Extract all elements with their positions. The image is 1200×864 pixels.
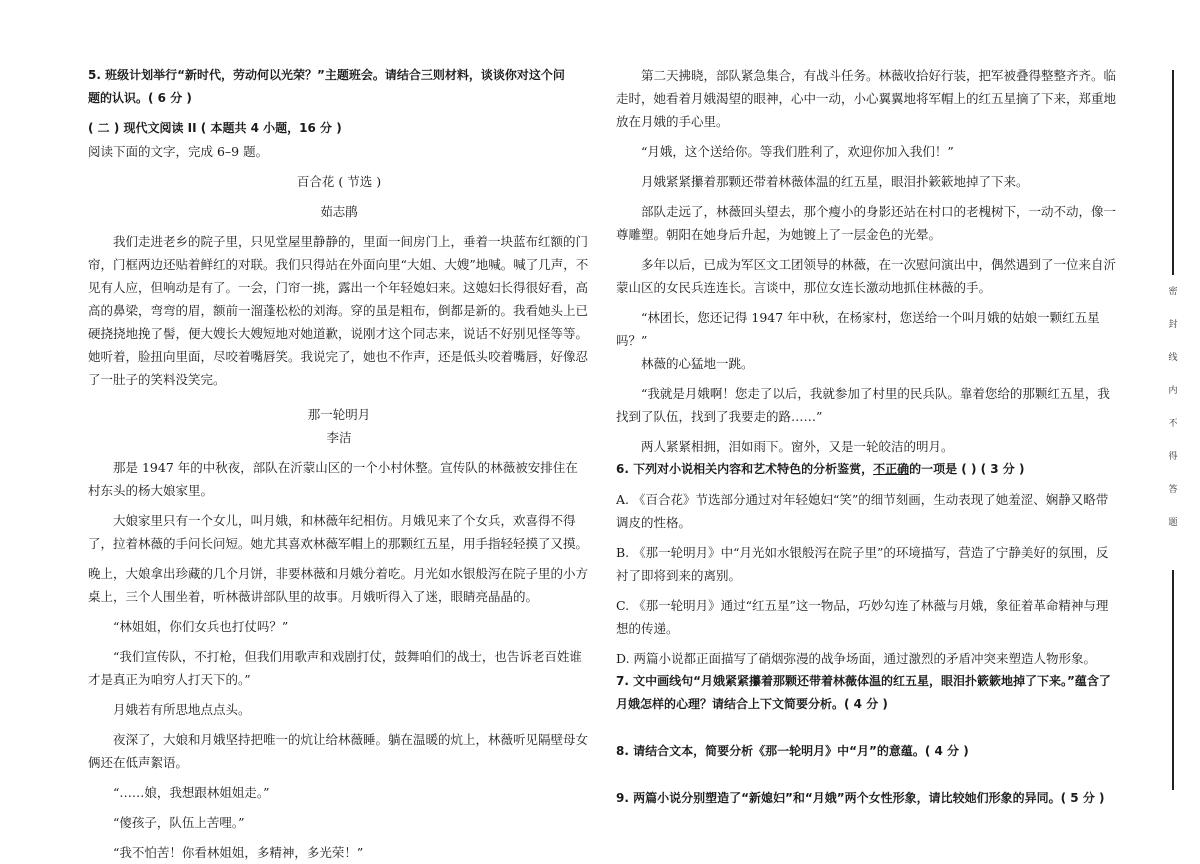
story1-paragraph: 我们走进老乡的院子里，只见堂屋里静静的，里面一间房门上，垂着一块蓝布红额的门帘，门框两边还贴着鲜红的对联。我们只得站在外面向里“大姐、大嫂”地喊。喊了几声，不见有人应，但响动是有了。一会，门帘一挑，露出一个年轻媳妇来。这媳妇长得很好看，高高的鼻梁，弯弯的眉，额前一溜蓬松松的刘海。穿的虽是粗布，倒都是新的。我看她头上已硬挠挠地挽了髻，便大嫂长大嫂短地对她道歉，说刚才这个同志来，说话不好别见怪等等。她听着，脸扭向里面，尽咬着嘴唇笑。我说完了，她也不作声，还是低头咬着嘴唇，好像忍了一肚子的笑料没笑完。	[88, 234, 589, 387]
option-b: B. 《那一轮明月》中“月光如水银般泻在院子里”的环境描写，营造了宁静美好的氛围，反衬了即将到来的离别。	[616, 545, 1109, 583]
story2-paragraph: 部队走远了，林薇回头望去，那个瘦小的身影还站在村口的老槐树下，一动不动，像一尊雕塑。朝阳在她身后升起，为她镀上了一层金色的光晕。	[616, 204, 1117, 242]
question-5-cont: 题的认识。( 6 分 )	[88, 91, 192, 105]
binding-char: 不	[1168, 419, 1178, 429]
binding-notice	[1166, 288, 1180, 552]
story2-dialog: “……娘，我想跟林姐姐走。”	[113, 785, 270, 800]
story2-dialog: “傻孩子，队伍上苦哩。”	[113, 815, 245, 830]
option-d: D. 两篇小说都正面描写了硝烟弥漫的战争场面，通过激烈的矛盾冲突来塑造人物形象。	[616, 651, 1097, 666]
story2-paragraph: 两人紧紧相拥，泪如雨下。窗外，又是一轮皎洁的明月。	[641, 439, 954, 454]
question-5: 5. 班级计划举行“新时代，劳动何以光荣？”主题班会。请结合三则材料，谈谈你对这个问	[88, 68, 565, 82]
question-6-emphasis: 不正确	[873, 462, 910, 476]
story2-dialog: “月娥，这个送给你。等我们胜利了，欢迎你加入我们！”	[641, 144, 954, 159]
story2-paragraph: 大娘家里只有一个女儿，叫月娥，和林薇年纪相仿。月娥见来了个女兵，欢喜得不得了，拉着林薇的手问长问短。她尤其喜欢林薇军帽上的那颗红五星，用手指轻轻摸了又摸。	[88, 513, 589, 551]
story2-dialog: “我不怕苦！你看林姐姐，多精神，多光荣！”	[113, 845, 364, 860]
story2-dialog: “我们宣传队，不打枪，但我们用歌声和戏剧打仗，鼓舞咱们的战士，也告诉老百姓谁才是真正为咱穷人打天下的。”	[88, 649, 582, 687]
binding-char: 线	[1168, 353, 1178, 363]
question-6-prefix: 6. 下列对小说相关内容和艺术特色的分析鉴赏，	[616, 462, 874, 476]
binding-char: 封	[1168, 320, 1178, 330]
question-8: 8. 请结合文本，简要分析《那一轮明月》中“月”的意蕴。( 4 分 )	[616, 744, 969, 758]
story2-paragraph: 第二天拂晓，部队紧急集合，有战斗任务。林薇收拾好行装，把军被叠得整整齐齐。临走时，她看着月娥渴望的眼神，心中一动，小心翼翼地将军帽上的红五星摘了下来，郑重地放在月娥的手心里。	[616, 68, 1117, 129]
story2-paragraph: 夜深了，大娘和月娥坚持把唯一的炕让给林薇睡。躺在温暖的炕上，林薇听见隔壁母女俩还在低声絮语。	[88, 732, 589, 770]
section-title: ( 二 ) 现代文阅读 II ( 本题共 4 小题，16 分 )	[88, 121, 342, 135]
story2-paragraph: 那是 1947 年的中秋夜，部队在沂蒙山区的一个小村休整。宣传队的林薇被安排住在村东头的杨大娘家里。	[88, 460, 578, 498]
binding-char: 密	[1168, 287, 1178, 297]
question-6	[616, 458, 1118, 481]
question-7: 7. 文中画线句“月娥紧紧攥着那颗还带着林薇体温的红五星，眼泪扑簌簌地掉了下来。”蕴含了月娥怎样的心理？请结合上下文简要分析。( 4 分 )	[616, 674, 1111, 711]
story2-author: 李洁	[326, 430, 352, 445]
binding-char: 题	[1168, 518, 1178, 528]
story2-paragraph: 多年以后，已成为军区文工团领导的林薇，在一次慰问演出中，偶然遇到了一位来自沂蒙山区的女民兵连连长。言谈中，那位女连长激动地抓住林薇的手。	[616, 257, 1117, 295]
question-6-suffix: 的一项是 ( ) ( 3 分 )	[909, 462, 1025, 476]
binding-rule-bottom	[1172, 570, 1174, 790]
question-9: 9. 两篇小说分别塑造了“新媳妇”和“月娥”两个女性形象，请比较她们形象的异同。( 5 分 )	[616, 791, 1105, 805]
story2-paragraph: 月娥若有所思地点点头。	[113, 702, 251, 717]
story1-author: 茹志鹃	[320, 204, 358, 219]
left-column	[88, 64, 590, 864]
reading-instruction: 阅读下面的文字，完成 6–9 题。	[88, 144, 269, 159]
story2-paragraph: 林薇的心猛地一跳。	[641, 356, 754, 371]
story2-dialog: “林姐姐，你们女兵也打仗吗？”	[113, 619, 289, 634]
story2-dialog: “我就是月娥啊！您走了以后，我就参加了村里的民兵队。靠着您给的那颗红五星，我找到了队伍，找到了我要走的路……”	[616, 386, 1110, 424]
story2-paragraph: 晚上，大娘拿出珍藏的几个月饼，非要林薇和月娥分着吃。月光如水银般泻在院子里的小方桌上，三个人围坐着，听林薇讲部队里的故事。月娥听得入了迷，眼睛亮晶晶的。	[88, 566, 589, 604]
binding-char: 得	[1168, 452, 1178, 462]
option-c: C. 《那一轮明月》通过“红五星”这一物品，巧妙勾连了林薇与月娥，象征着革命精神与理想的传递。	[616, 598, 1109, 636]
option-a: A. 《百合花》节选部分通过对年轻媳妇“笑”的细节刻画，生动表现了她羞涩、娴静又略带调皮的性格。	[616, 492, 1109, 530]
story2-title: 那一轮明月	[307, 407, 371, 422]
right-column	[616, 64, 1118, 810]
binding-rule-top	[1172, 70, 1174, 275]
binding-margin	[1166, 70, 1180, 790]
story1-title: 百合花 ( 节选 )	[296, 174, 382, 189]
story2-paragraph: 月娥紧紧攥着那颗还带着林薇体温的红五星，眼泪扑簌簌地掉了下来。	[641, 174, 1029, 189]
binding-char: 内	[1168, 386, 1178, 396]
binding-char: 答	[1168, 485, 1178, 495]
story2-dialog: “林团长，您还记得 1947 年中秋，在杨家村，您送给一个叫月娥的姑娘一颗红五星吗？”	[616, 310, 1100, 348]
